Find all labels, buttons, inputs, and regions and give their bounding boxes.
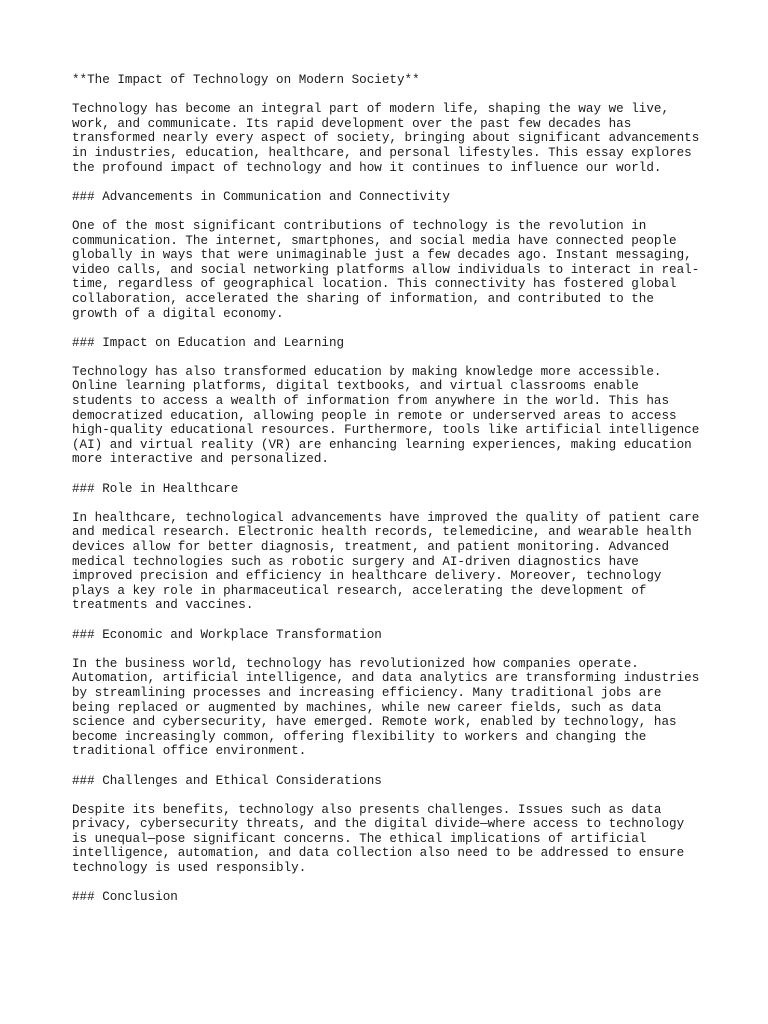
section-body-challenges: Despite its benefits, technology also presents challenges. Issues such as data privacy, cybersecurity threats, and the digital divide—where access to technology is unequal—pose significant concerns. The ethical implications of artificial intelligence, automation, and data collection also need to be addressed to ensure technology is used responsibly.	[72, 802, 685, 876]
document-page	[72, 73, 712, 919]
section-heading-economic: ### Economic and Workplace Transformation	[72, 627, 382, 642]
section-heading-communication: ### Advancements in Communication and Connectivity	[72, 189, 450, 204]
section-body-economic: In the business world, technology has revolutionized how companies operate. Automation, artificial intelligence, and data analytics are transforming industries by streamlining processes and increasing efficiency. Many traditional jobs are being replaced or augmented by machines, while new career fields, such as data science and cybersecurity, have emerged. Remote work, enabled by technology, has become increasingly common, offering flexibility to workers and changing the traditional office environment.	[72, 656, 700, 759]
section-heading-education: ### Impact on Education and Learning	[72, 335, 345, 350]
section-body-healthcare: In healthcare, technological advancements have improved the quality of patient care and medical research. Electronic health records, telemedicine, and wearable health devices allow for better diagnosis, treatment, and patient monitoring. Advanced medical technologies such as robotic surgery and AI-driven diagnostics have improved precision and efficiency in healthcare delivery. Moreover, technology plays a key role in pharmaceutical research, accelerating the development of treatments and vaccines.	[72, 510, 700, 613]
section-heading-healthcare: ### Role in Healthcare	[72, 481, 239, 496]
section-heading-conclusion: ### Conclusion	[72, 890, 178, 905]
section-body-education: Technology has also transformed education by making knowledge more accessible. Online learning platforms, digital textbooks, and virtual classrooms enable students to access a wealth of information from anywhere in the world. This has democratized education, allowing people in remote or underserved areas to access high-quality educational resources. Furthermore, tools like artificial intelligence (AI) and virtual reality (VR) are enhancing learning experiences, making education more interactive and personalized.	[72, 364, 700, 467]
document-title: **The Impact of Technology on Modern Society**	[72, 73, 420, 87]
section-body-communication: One of the most significant contributions of technology is the revolution in communication. The internet, smartphones, and social media have connected people globally in ways that were unimaginable just a few decades ago. Instant messaging, video calls, and social networking platforms allow individuals to interact in real- time, regardless of geographical location. This connectivity has fostered global collaboration, accelerated the sharing of information, and contributed to the growth of a digital economy.	[72, 218, 700, 321]
section-heading-challenges: ### Challenges and Ethical Considerations	[72, 773, 382, 788]
intro-paragraph: Technology has become an integral part of modern life, shaping the way we live, work, and communicate. Its rapid development over the past few decades has transformed nearly every aspect of society, bringing about significant advancements in industries, education, healthcare, and personal lifestyles. This essay explores the profound impact of technology and how it continues to influence our world.	[72, 102, 700, 175]
